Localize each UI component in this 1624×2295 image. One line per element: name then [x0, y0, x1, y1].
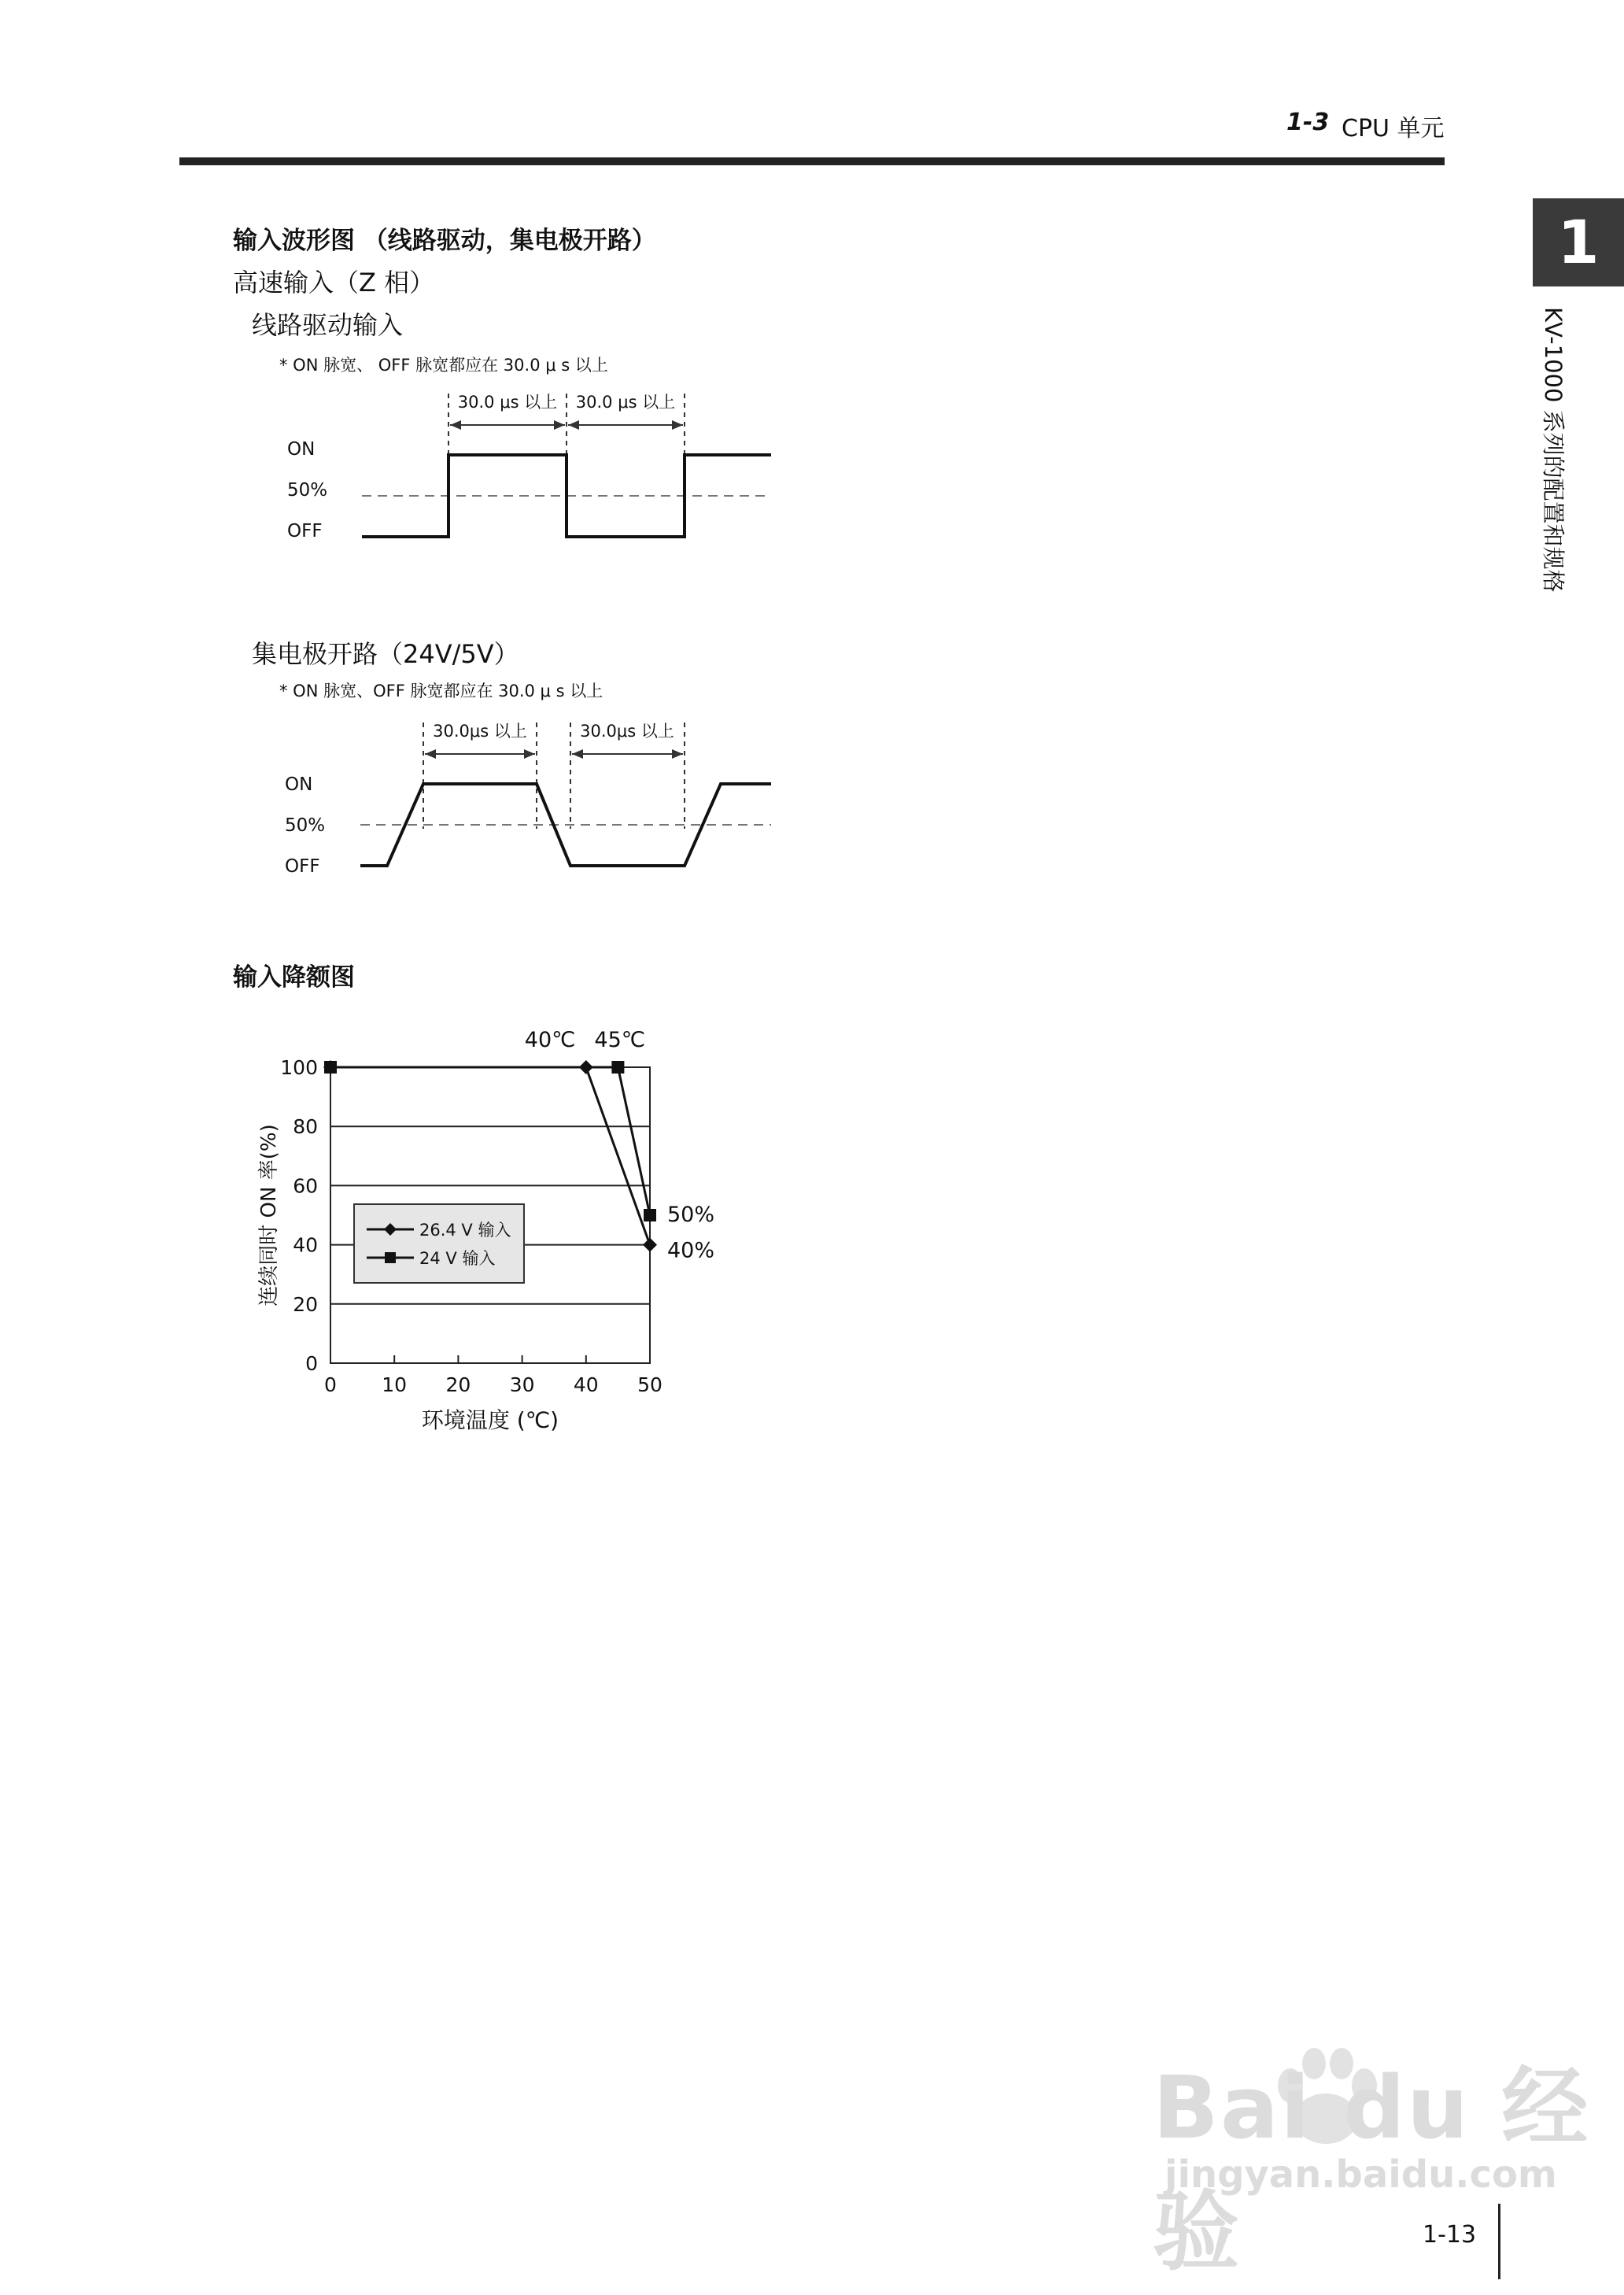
- waveform-heading: 输入波形图 （线路驱动，集电极开路）: [233, 227, 656, 255]
- open-collector-on-label: ON: [285, 774, 313, 795]
- open-collector-interval-1: 30.0μs 以上: [433, 722, 527, 741]
- open-collector-title: 集电极开路（24V/5V）: [252, 639, 519, 669]
- open-collector-off-label: OFF: [285, 856, 320, 877]
- ytick-label-100: 100: [280, 1056, 318, 1079]
- derating-heading: 输入降额图: [233, 963, 355, 992]
- chart-xlabel: 环境温度 (℃): [421, 1407, 559, 1433]
- ytick-label-80: 80: [293, 1115, 318, 1139]
- chapter-side-title: [1534, 307, 1582, 638]
- line-drive-interval-1: 30.0 μs 以上: [457, 393, 558, 412]
- open-collector-50-label: 50%: [285, 815, 326, 836]
- xtick-label-40: 40: [573, 1373, 599, 1396]
- derating-chart: [236, 1015, 755, 1440]
- xtick-label-0: 0: [324, 1373, 337, 1396]
- chapter-tab: 1: [1533, 198, 1624, 286]
- watermark-logo: Bai du 经验: [1153, 2057, 1590, 2282]
- line-drive-interval-2: 30.0 μs 以上: [575, 393, 676, 412]
- chapter-side-title-text: KV-1000 系列的配置和规格: [1540, 307, 1567, 593]
- series-line-1: [330, 1067, 650, 1215]
- annotation-50pct: 50%: [667, 1203, 715, 1227]
- line-drive-off-label: OFF: [287, 521, 323, 541]
- ytick-label-20: 20: [293, 1292, 318, 1316]
- chart-legend: [354, 1204, 524, 1283]
- legend-label-26v: 26.4 V 输入: [419, 1221, 511, 1240]
- series-1-point-0: [324, 1061, 337, 1074]
- line-drive-50-label: 50%: [287, 480, 328, 501]
- section-title: CPU 单元: [1342, 115, 1445, 142]
- series-1-point-1: [611, 1061, 624, 1074]
- annotation-40c: 40℃: [524, 1028, 576, 1052]
- line-drive-title: 线路驱动输入: [252, 310, 404, 340]
- line-drive-note: * ON 脉宽、 OFF 脉宽都应在 30.0 μ s 以上: [279, 356, 608, 375]
- xtick-label-10: 10: [382, 1373, 408, 1396]
- ytick-label-40: 40: [293, 1233, 318, 1257]
- series-1-point-2: [644, 1209, 656, 1221]
- watermark-url: jingyan.baidu.com: [1164, 2153, 1557, 2197]
- waveform-subheading: 高速输入（Z 相）: [233, 268, 435, 298]
- open-collector-note: * ON 脉宽、OFF 脉宽都应在 30.0 μ s 以上: [279, 682, 603, 700]
- annotation-40pct: 40%: [667, 1238, 715, 1263]
- line-drive-on-label: ON: [287, 439, 316, 460]
- xtick-label-20: 20: [445, 1373, 471, 1396]
- legend-box: [354, 1204, 524, 1283]
- series-0-point-2: [643, 1238, 657, 1252]
- chart-ylabel: 连续同时 ON 率(%): [257, 1124, 281, 1306]
- legend-square-marker: [385, 1252, 396, 1263]
- ytick-label-0: 0: [305, 1352, 318, 1375]
- open-collector-interval-2: 30.0μs 以上: [580, 722, 674, 741]
- line-drive-waveform: [275, 386, 787, 567]
- open-collector-waveform: [275, 715, 787, 896]
- page-number: 1-13: [1423, 2221, 1477, 2249]
- xtick-label-50: 50: [637, 1373, 663, 1396]
- annotation-45c: 45℃: [594, 1028, 646, 1052]
- section-number: 1-3: [1286, 109, 1330, 136]
- ytick-label-60: 60: [293, 1174, 318, 1198]
- xtick-label-30: 30: [509, 1373, 535, 1396]
- legend-label-24v: 24 V 输入: [419, 1249, 496, 1268]
- header-rule: [179, 157, 1445, 165]
